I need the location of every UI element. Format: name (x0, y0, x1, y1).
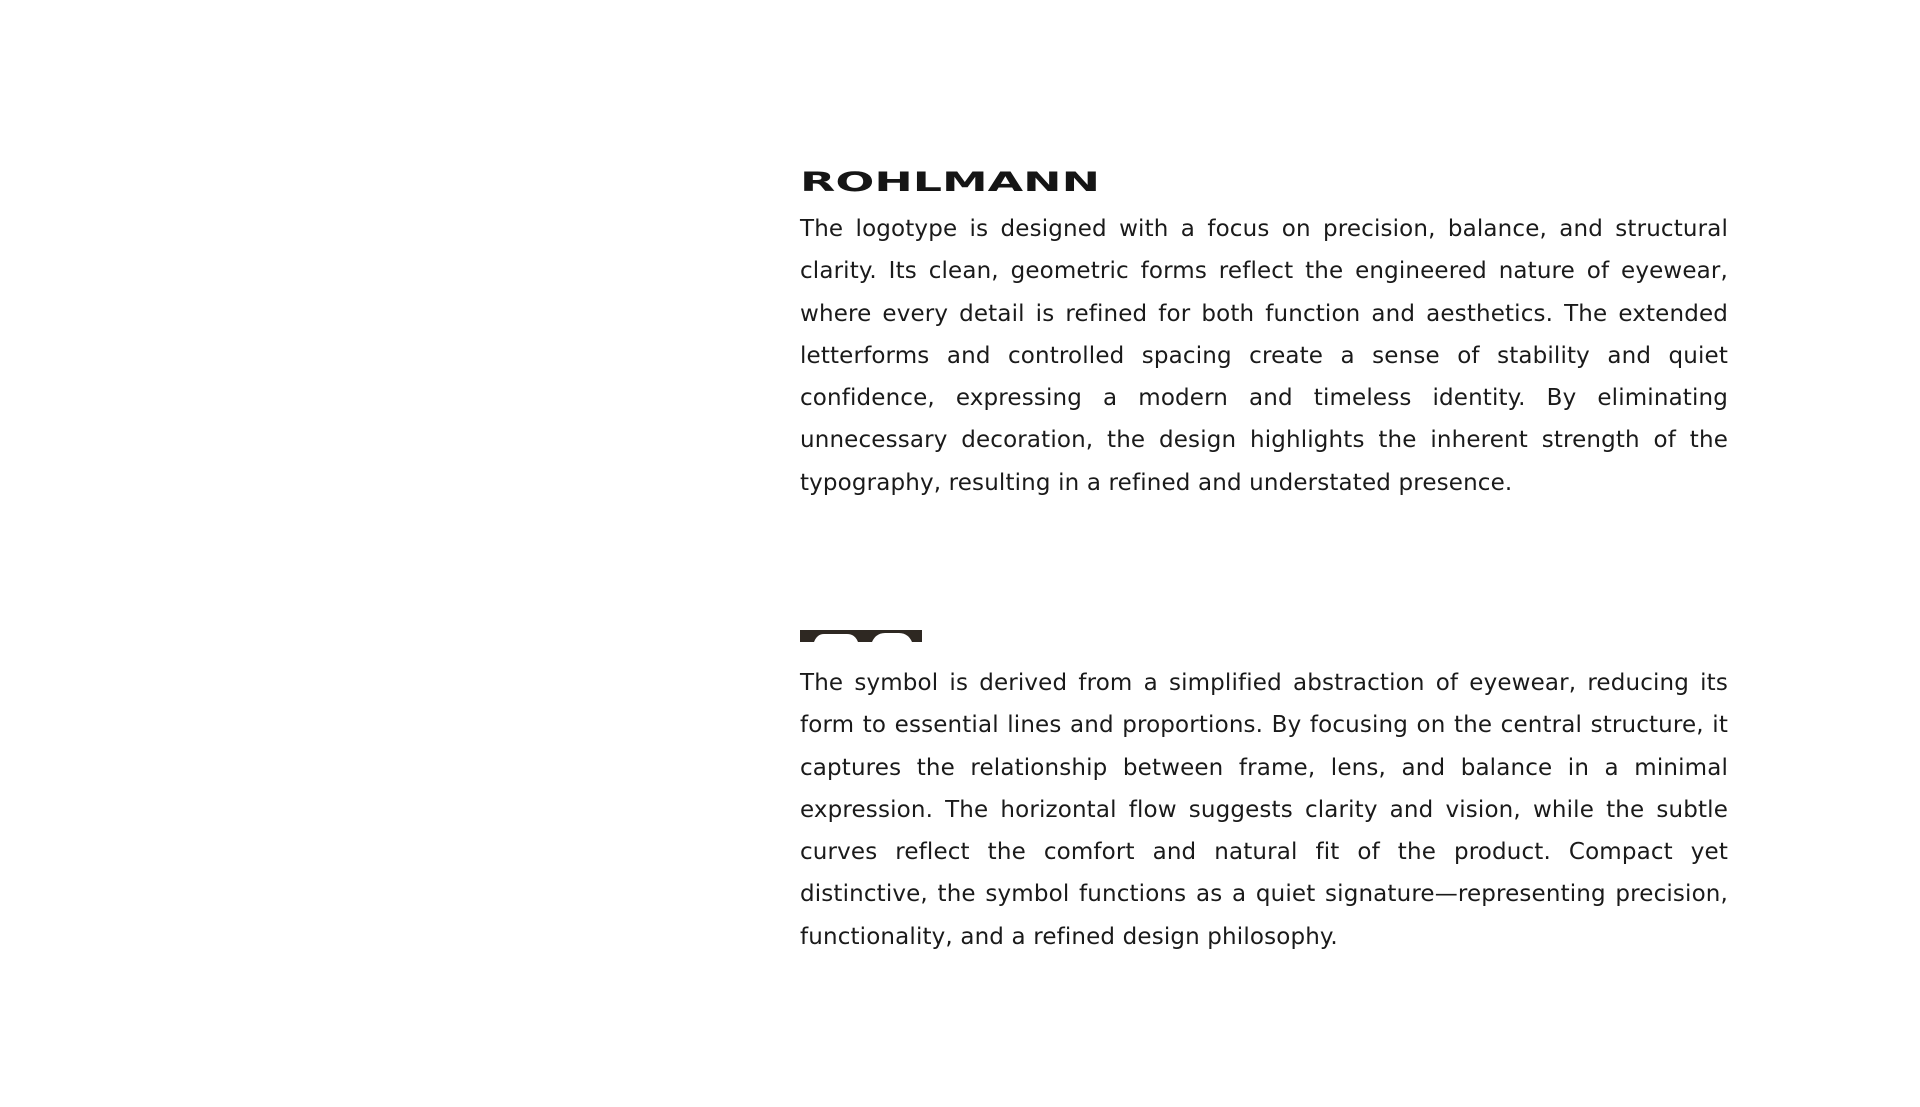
rohlmann-logotype (800, 170, 1100, 194)
logotype-text: ROHLMANN (800, 170, 1100, 194)
rm-symbol-icon (800, 630, 922, 646)
logotype-description: The logotype is designed with a focus on precision, balance, and structural clarity. Its clean, geometric forms reflect the engineered nature of eyewear, where every detail is refined for both function and aesthetics. The extended letterforms and controlled spacing create a sense of stability and quiet confidence, expressing a modern and timeless identity. By eliminating unnecessary decoration, the design highlights the inherent strength of the typography, resulting in a refined and understated presence. (800, 216, 1728, 496)
symbol-description: The symbol is derived from a simplified abstraction of eyewear, reducing its form to essential lines and proportions. By focusing on the central structure, it captures the relationship between frame, lens, and balance in a minimal expression. The horizontal flow suggests clarity and vision, while the subtle curves reflect the comfort and natural fit of the product. Compact yet distinctive, the symbol functions as a quiet signature—representing precision, functionality, and a refined design philosophy. (800, 670, 1728, 950)
symbol-section (800, 630, 1728, 958)
logotype-section (800, 170, 1728, 504)
